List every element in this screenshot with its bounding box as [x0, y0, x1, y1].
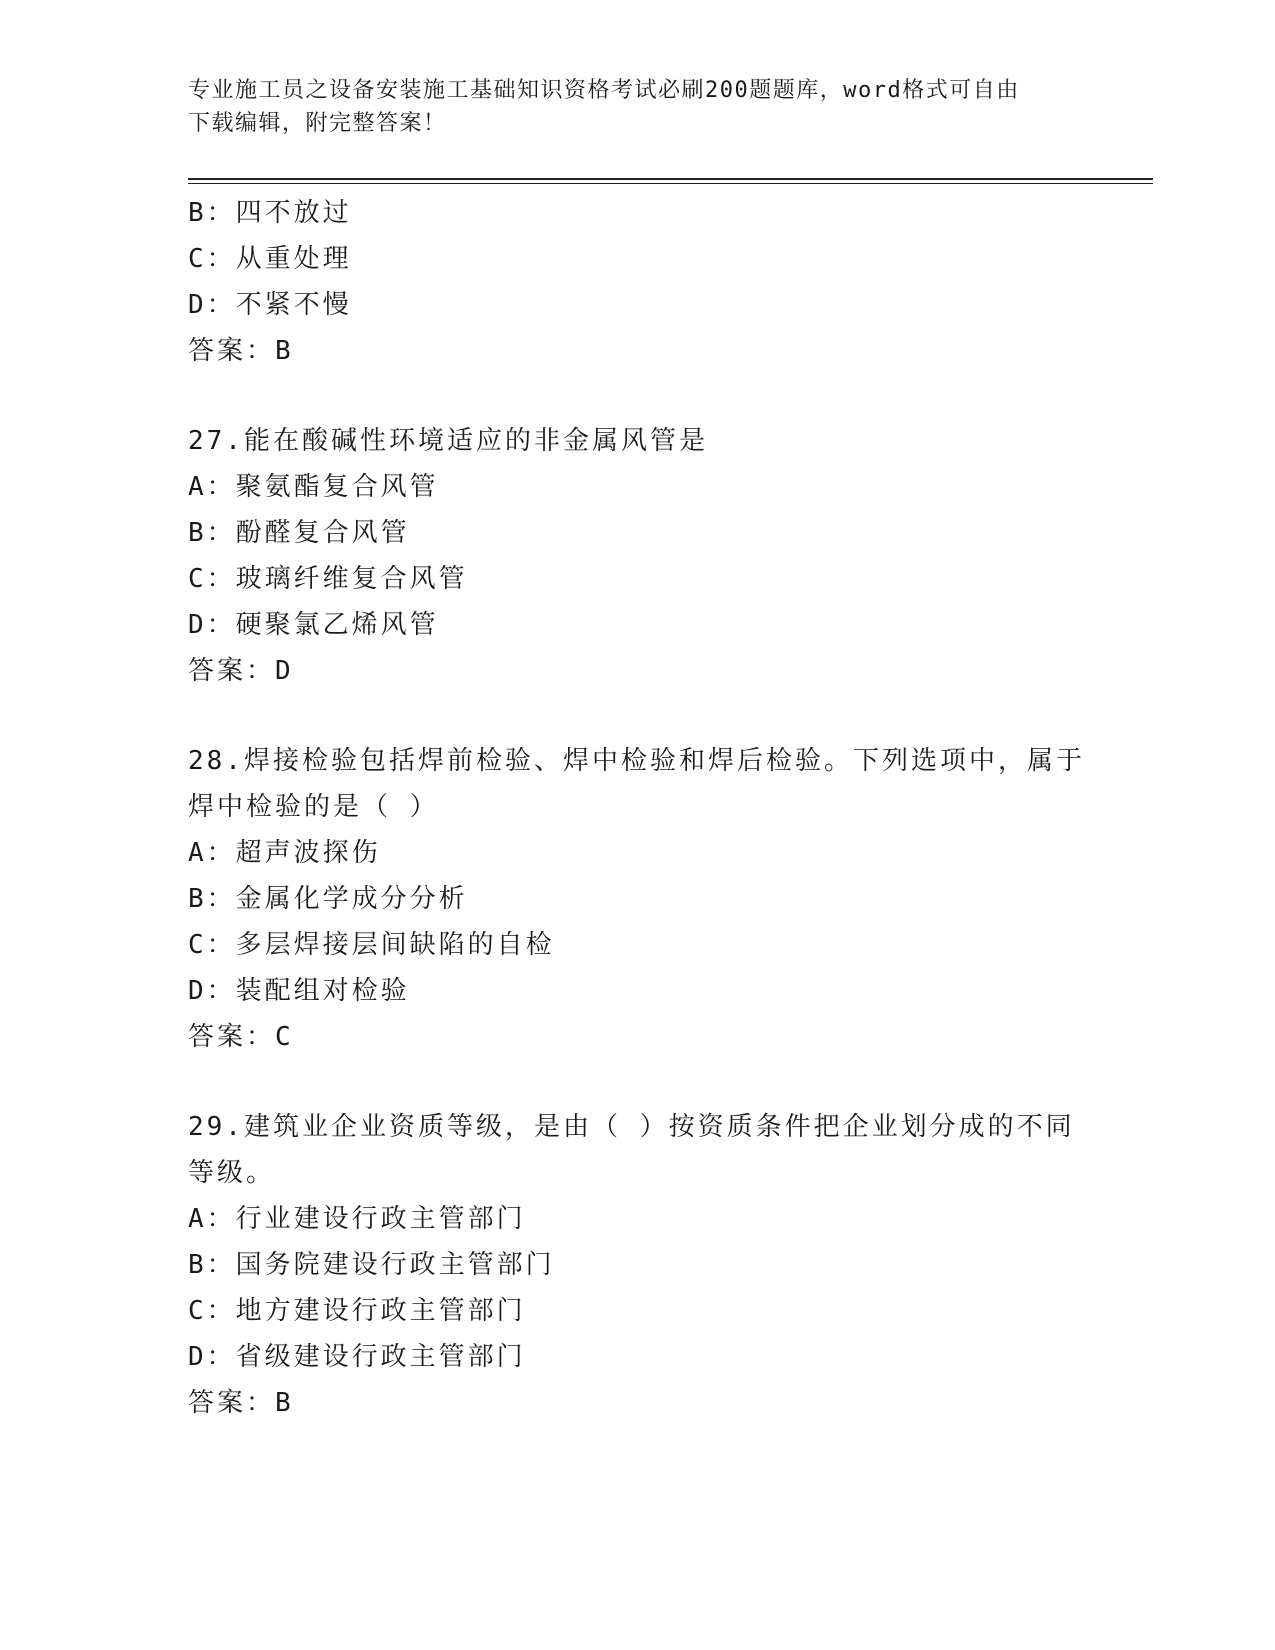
question-28: [188, 738, 1088, 1060]
answer-line: 答案：B: [188, 336, 294, 366]
option-b: B：金属化学成分分析: [188, 884, 468, 914]
answer-line: 答案：B: [188, 1388, 294, 1418]
header-rule-thin: [188, 183, 1153, 184]
option-c: C：多层焊接层间缺陷的自检: [188, 930, 555, 960]
answer-line: 答案：D: [188, 656, 294, 686]
question-stem: 29.建筑业企业资质等级，是由（ ）按资质条件把企业划分成的不同: [188, 1112, 1075, 1142]
question-content: [188, 190, 1088, 1426]
answer-line: 答案：C: [188, 1022, 294, 1052]
document-header: [188, 74, 1088, 140]
option-c: C：玻璃纤维复合风管: [188, 564, 468, 594]
header-rule-thick: [188, 178, 1153, 180]
option-a: A：聚氨酯复合风管: [188, 472, 439, 502]
header-line-1: 专业施工员之设备安装施工基础知识资格考试必刷200题题库，word格式可自由: [188, 78, 1020, 103]
option-a: A：超声波探伤: [188, 838, 381, 868]
question-27: [188, 418, 1088, 694]
option-d: D：装配组对检验: [188, 976, 410, 1006]
option-a: A：行业建设行政主管部门: [188, 1204, 526, 1234]
option-b: B：国务院建设行政主管部门: [188, 1250, 555, 1280]
header-line-2: 下载编辑，附完整答案！: [188, 111, 447, 136]
spacer: [188, 694, 1088, 738]
spacer: [188, 1060, 1088, 1104]
option-d: D：省级建设行政主管部门: [188, 1342, 526, 1372]
option-d: D：硬聚氯乙烯风管: [188, 610, 439, 640]
spacer: [188, 374, 1088, 418]
question-stem-cont: 等级。: [188, 1158, 276, 1188]
option-b: B：酚醛复合风管: [188, 518, 410, 548]
question-26-continued: [188, 190, 1088, 374]
option-c: C：从重处理: [188, 244, 352, 274]
question-stem: 27.能在酸碱性环境适应的非金属风管是: [188, 426, 708, 456]
question-stem: 28.焊接检验包括焊前检验、焊中检验和焊后检验。下列选项中，属于: [188, 746, 1085, 776]
option-c: C：地方建设行政主管部门: [188, 1296, 526, 1326]
question-29: [188, 1104, 1088, 1426]
option-b: B：四不放过: [188, 198, 352, 228]
question-stem-cont: 焊中检验的是（ ）: [188, 792, 439, 822]
option-d: D：不紧不慢: [188, 290, 352, 320]
